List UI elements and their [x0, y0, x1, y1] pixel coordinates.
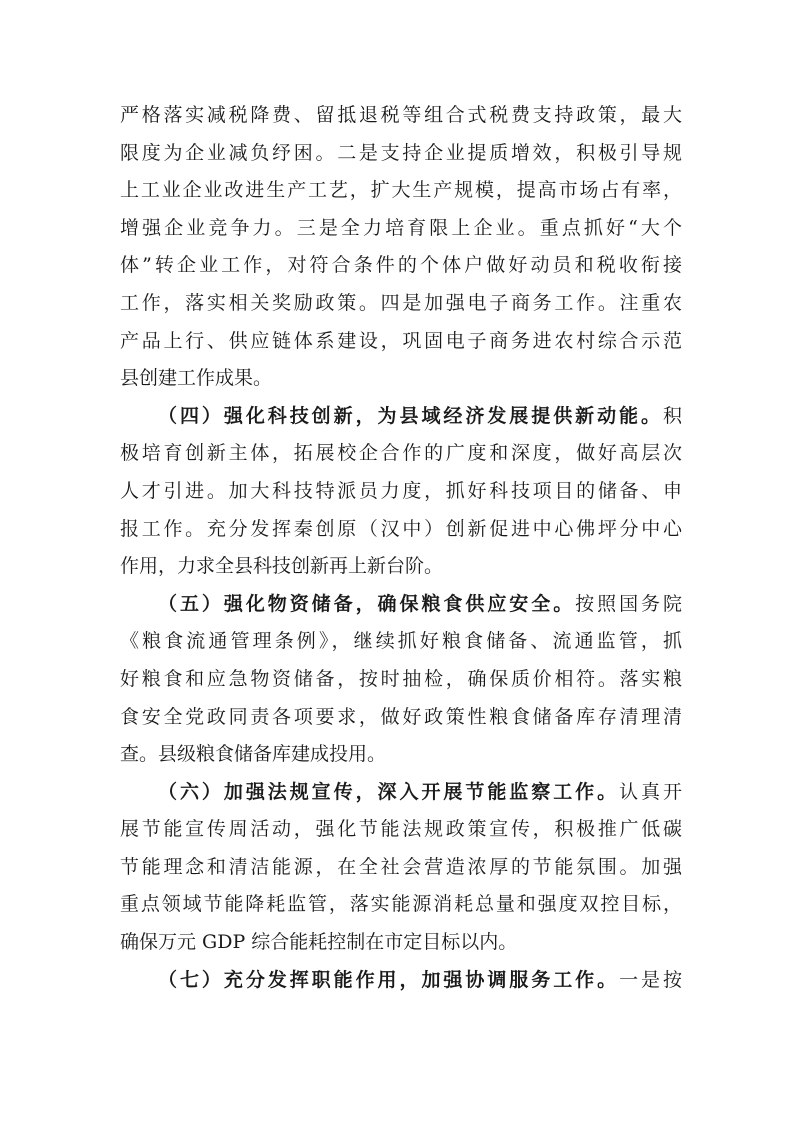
text-line: 展节能宣传周活动，强化节能法规政策宣传，积极推广低碳 — [120, 818, 682, 841]
section-first-line — [120, 774, 682, 812]
text-line: 县创建工作成果。 — [120, 367, 273, 390]
text-line: 作用，力求全县科技创新再上新台阶。 — [120, 555, 444, 578]
text-line: 产品上行、供应链体系建设，巩固电子商务进农村综合示范 — [120, 329, 682, 352]
paragraph-tech-innovation — [120, 398, 682, 586]
text-line: 确保万元 GDP 综合能耗控制在市定目标以内。 — [120, 931, 518, 954]
text-line: 好粮食和应急物资储备，按时抽检，确保质价相符。落实粮 — [120, 667, 682, 690]
text-line: 极培育创新主体，拓展校企合作的广度和深度，做好高层次 — [120, 442, 682, 465]
text-line: 查。县级粮食储备库建成投用。 — [120, 743, 387, 766]
text-line: 《粮食流通管理条例》，继续抓好粮食储备、流通监管，抓 — [120, 630, 682, 653]
text-line: 人才引进。加大科技特派员力度，抓好科技项目的储备、申 — [120, 479, 682, 502]
text-line: 节能理念和清洁能源，在全社会营造浓厚的节能氛围。加强 — [120, 855, 682, 878]
text-line: 工作，落实相关奖励政策。四是加强电子商务工作。注重农 — [120, 291, 682, 314]
paragraph-energy-supervision — [120, 774, 682, 962]
body-text — [120, 97, 682, 999]
heading-trailing-text: 积 — [662, 404, 682, 427]
text-line: 报工作。充分发挥秦创原（汉中）创新促进中心佛坪分中心 — [120, 517, 682, 540]
paragraph-enterprise-support — [120, 97, 682, 398]
heading-trailing-text: 按照国务院 — [575, 592, 682, 615]
paragraph-material-reserve — [120, 586, 682, 774]
section-heading: （六）加强法规宣传，深入开展节能监察工作。 — [158, 780, 620, 803]
section-heading: （四）强化科技创新，为县域经济发展提供新动能。 — [158, 404, 663, 427]
heading-trailing-text: 认真开 — [619, 780, 682, 803]
text-line: 食安全党政同责各项要求，做好政策性粮食储备库存清理清 — [120, 705, 682, 728]
paragraph-coordination-service — [120, 962, 682, 1000]
section-first-line — [120, 586, 682, 624]
text-line: 上工业企业改进生产工艺，扩大生产规模，提高市场占有率， — [120, 179, 682, 202]
text-line: 重点领域节能降耗监管，落实能源消耗总量和强度双控目标， — [120, 893, 682, 916]
text-line: 严格落实减税降费、留抵退税等组合式税费支持政策，最大 — [120, 104, 682, 126]
section-heading: （七）充分发挥职能作用，加强协调服务工作。 — [158, 968, 620, 991]
heading-trailing-text: 一是按 — [619, 968, 682, 991]
text-line: 限度为企业减负纾困。二是支持企业提质增效，积极引导规 — [120, 141, 682, 164]
section-first-line — [120, 962, 682, 1000]
section-heading: （五）强化物资储备，确保粮食供应安全。 — [158, 592, 576, 615]
text-line: 增强企业竞争力。三是全力培育限上企业。重点抓好“大个 — [120, 216, 682, 239]
text-line: 体”转企业工作，对符合条件的个体户做好动员和税收衔接 — [120, 254, 682, 277]
section-first-line — [120, 398, 682, 436]
